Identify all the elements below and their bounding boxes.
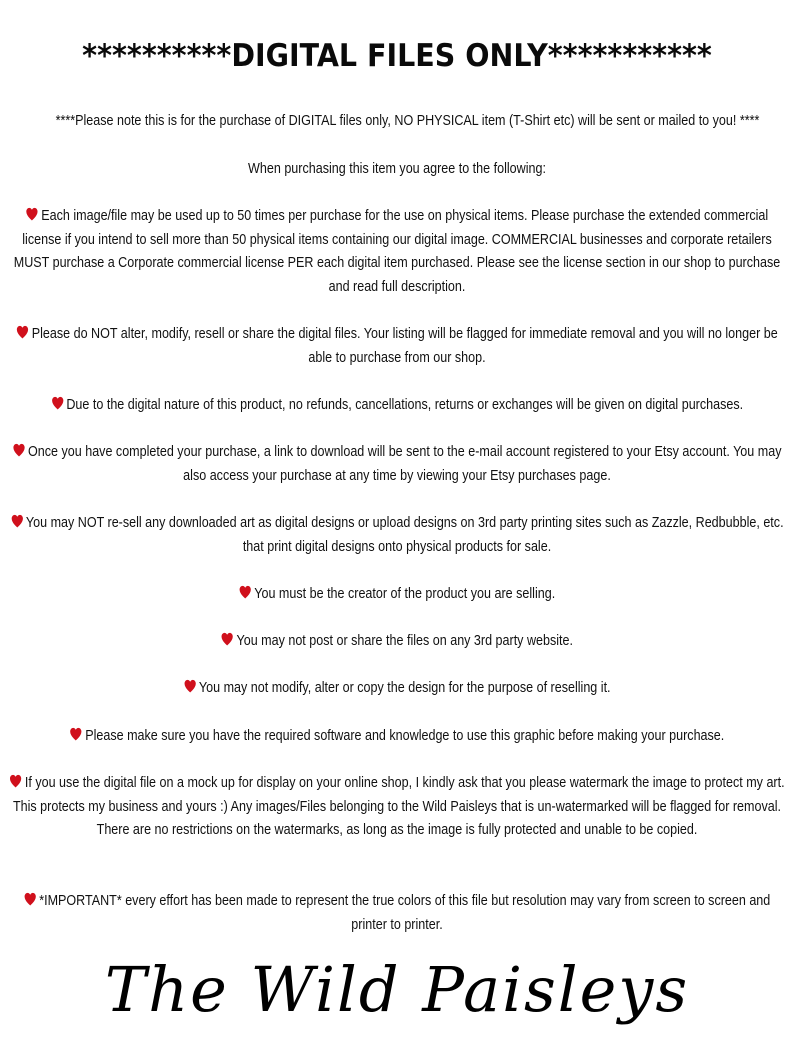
heart-icon [26,207,39,221]
term-text: If you use the digital file on a mock up for display on your online shop, I kindly ask that you please watermark the image to protect my art. This protects my business and yours :) Any images/Files belonging to the Wild Paisleys that is un-watermarked will be flagged for removal. There are no restrictions on the watermarks, as long as the image is fully protected and unable to be copied. [12,775,785,838]
heart-icon [183,679,196,693]
agreement-intro: When purchasing this item you agree to the following: [248,161,546,177]
heart-icon [51,396,64,410]
term-item-creator [0,583,794,607]
term-text: You may NOT re-sell any downloaded art as digital designs or upload designs on 3rd party printing sites such as Zazzle, Redbubble, etc. that print digital designs onto physical products for sale. [25,515,784,555]
heart-icon [13,443,26,457]
term-item-download-link [0,441,794,488]
term-text: You may not post or share the files on any 3rd party website. [236,633,573,649]
term-item-no-alter [0,323,794,370]
term-item-usage-limit [0,205,794,299]
heart-icon [221,632,234,646]
term-item-no-resell [0,512,794,559]
term-text: Please make sure you have the required software and knowledge to use this graphic before making your purchase. [85,728,725,744]
heart-icon [70,727,83,741]
page-title: **********DIGITAL FILES ONLY*********** [82,38,712,74]
heart-icon [16,325,29,339]
heart-icon [9,774,22,788]
term-item-no-modify [0,677,794,701]
term-text: You must be the creator of the product you are selling. [254,586,556,602]
brand-signature: The Wild Paisleys [104,953,690,1026]
term-item-no-refunds [0,394,794,418]
term-text: You may not modify, alter or copy the design for the purpose of reselling it. [198,680,611,696]
term-text: Due to the digital nature of this product, no refunds, cancellations, returns or exchanges will be given on digital purchases. [66,397,744,413]
term-item-important-colors [0,890,794,937]
term-text: Please do NOT alter, modify, resell or share the digital files. Your listing will be flagged for immediate removal and you will no longer be able to purchase from our shop. [31,326,778,366]
term-item-software [0,725,794,749]
term-text: Once you have completed your purchase, a link to download will be sent to the e-mail account registered to your Etsy account. You may also access your purchase at any time by viewing your Etsy purchases page. [28,444,782,484]
term-item-watermark [0,772,794,843]
heart-icon [239,585,252,599]
term-text: *IMPORTANT* every effort has been made to represent the true colors of this file but resolution may vary from screen to screen and printer to printer. [39,893,771,933]
heart-icon [10,514,23,528]
heart-icon [24,892,37,906]
term-item-no-share [0,630,794,654]
purchase-notice: ****Please note this is for the purchase of DIGITAL files only, NO PHYSICAL item (T-Shirt etc) will be sent or mailed to you! **** [55,113,760,129]
term-text: Each image/file may be used up to 50 times per purchase for the use on physical items. Please purchase the extended commercial license if you intend to sell more than 50 physical items containing our digital image. COMMERCIAL businesses and corporate retailers MUST purchase a Corporate commercial license PER each digital item purchased. Please see the license section in our shop to purchase and read full description. [13,208,781,295]
